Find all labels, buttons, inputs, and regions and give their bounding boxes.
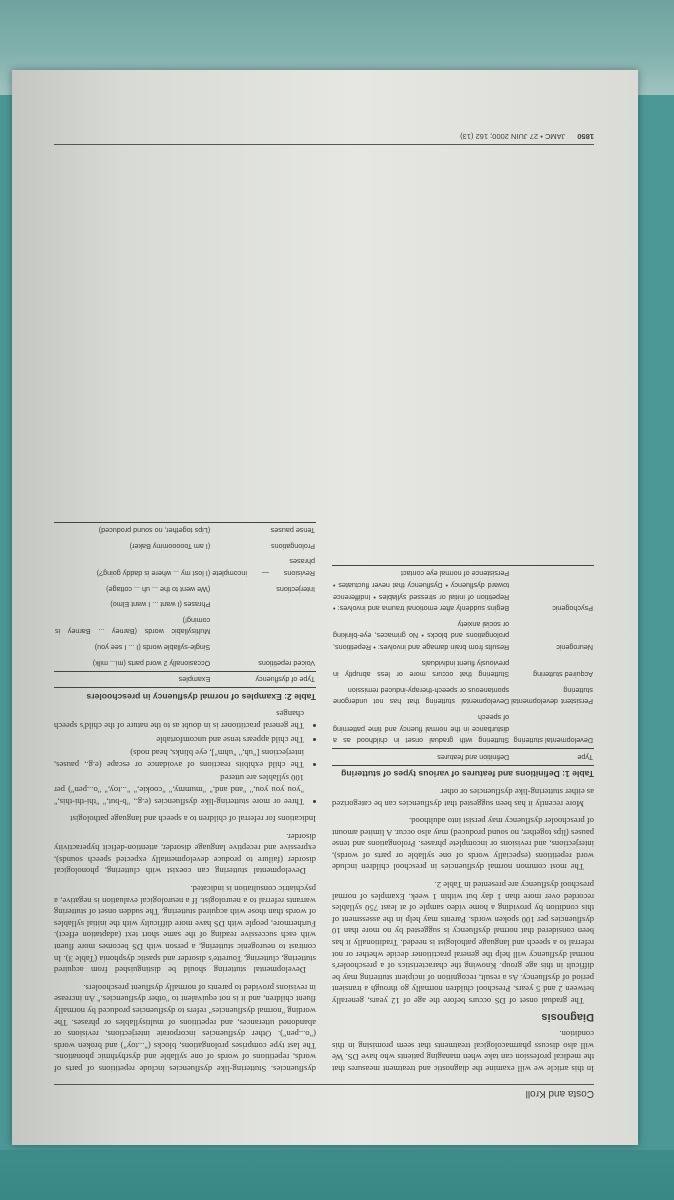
body-paragraph: The most common normal dysfluencies in preschool children include word repetitions (especially words of one syllable or parts of words), interjections, and revisions or incomplete phrases. Prolongations and tense pauses (lips together, no sound produced) may also occur. A limited amount of preschooler dysfluency may persist into adulthood. [332, 816, 594, 873]
table2-cell [211, 639, 316, 655]
table2-header: Type of dysfluency [211, 671, 316, 688]
table2-cell: Revisions — incomplete phrases [212, 557, 315, 579]
list-item: • The child appears tense and uncomfortable [54, 733, 304, 745]
table1-cell: Acquired stuttering [533, 670, 593, 680]
table2-cell: Voiced repetitions [258, 658, 315, 668]
table-row [332, 616, 594, 655]
table1-cell: Neurogenic [556, 643, 593, 652]
table1-cell: Stuttering that occurs more or less abruptly in previously fluent individuals [333, 658, 510, 680]
table1-header: Type [510, 749, 594, 766]
table2-cell: Occasionally 2 word parts (mi... milk) [92, 658, 211, 668]
table2-cell: Phrases (I want ... I want Elmo) [110, 600, 211, 610]
table2-cell: Multisyllabic words (Barney ... Barney is coming!) [55, 615, 211, 637]
body-paragraph: Developmental stuttering can coexist with cluttering, phonological disorder (failure to produce developmentally expected speech sounds), expressive and receptive language disorder, attention-deficit hyperactivity disorder. [54, 831, 316, 877]
table2-cell [211, 597, 316, 613]
table-surface-bottom [0, 1150, 674, 1200]
list-item: • Three or more stuttering-like dysfluencies (e.g., "b-but," "thi-thi-this," "you you you," "and and," "mummy," "cookie," "...toy," "o...pen") per 100 syllables are uttered [54, 772, 304, 807]
body-paragraph: Developmental stuttering should be distinguished from acquired stuttering, cluttering, Tourette's disorder and spastic dysphonia (Table 3). In contrast to neurogenic stuttering, a person with DS becomes more fluent with each successive reading of the same short text (adaptation effect). Furthermore, people with DS have more difficulty with the initial syllables of words than those with acquired stuttering. The sudden onset of stuttering warrants referral to a neurologist. If a neurological evaluation is negative, a psychiatric consultation is indicated. [54, 884, 316, 976]
table1-cell: Begins suddenly after emotional trauma and involves: • Repetition of initial or stressed syllables • Indifference toward dysfluency • Dysfluency that never fluctuates • Persistence of normal eye contact [332, 565, 510, 616]
table2-cell [211, 612, 316, 639]
table-row [54, 522, 316, 538]
table2 [54, 522, 316, 689]
page-footer [54, 132, 594, 145]
table2-header: Examples [54, 671, 211, 688]
table2-cell: (I am Tooooommy Baker) [129, 541, 211, 551]
table1-title: Table 1: Definitions and features of various types of stuttering [341, 769, 594, 780]
table-row [54, 581, 316, 597]
table1-cell: Results from brain damage and involves: • Repetitions, prolongations and blocks • No grimaces, eye-blinking or social anxiety [333, 619, 510, 652]
table-row [332, 565, 594, 616]
journal-citation: JAMC • 27 JUIN 2000; 162 (13) [460, 132, 566, 141]
table1-cell: Developmental stuttering that has not undergone spontaneous or speech-therapy-induced remission [333, 685, 510, 707]
table2-cell: (We went to the ... uh ... cottage) [106, 584, 211, 594]
table-row [54, 538, 316, 554]
list-item: • The child exhibits reactions of avoidance or escape (e.g., pauses, interjections ["uh," "uhm"], eye blinks, head nods) [54, 747, 304, 770]
table-row [332, 655, 594, 682]
table2-cell: Prolongations [271, 541, 315, 551]
body-paragraph: More recently it has been suggested that dysfluencies can be categorized as either stuttering-like dysfluencies or other [332, 786, 594, 809]
referral-list [54, 708, 316, 807]
running-head: Costa and Kroll [54, 1084, 594, 1099]
table1-cell: Persistent developmental stuttering [511, 685, 593, 707]
referral-list-intro: Indications for referral of children to a speech and language pathologist [70, 814, 316, 825]
table2-cell: (I lost my ... where is daddy going?) [96, 569, 211, 579]
table-row [54, 655, 316, 671]
table2-cell: Single-syllable words (I ... I see you) [94, 643, 211, 652]
table1 [332, 565, 594, 766]
table-row [54, 639, 316, 655]
photographed-page [12, 70, 638, 1145]
table2-cell: Interjections [276, 584, 315, 594]
section-heading: Diagnosis [541, 1010, 594, 1023]
page-number: 1850 [577, 132, 594, 141]
table-row [54, 597, 316, 613]
body-paragraph: dysfluencies. Stuttering-like dysfluencies include repetitions of parts of words, repetitions of words of one syllable and dysrhythmic phonations. The last type comprises prolongations, blocks ("...toy") and broken words ("o...pen"). Other dysfluencies incorporate interjections, revisions or abandoned utterances, and repetitions of multisyllables or phrases. The wording "normal dysfluencies" refers to dysfluencies produced by normally fluent children, and it is not equivalent to "other dysfluencies." An increase in revisions provided to parents of normally dysfluent preschoolers. [54, 982, 316, 1074]
upside-down-article [12, 70, 638, 1145]
table1-header: Definition and features [332, 749, 510, 766]
list-item: • The general practitioner is in doubt as to the nature of the child's speech changes [54, 708, 304, 731]
table2-cell: (Lips together, no sound produced) [54, 522, 211, 538]
table-row [332, 709, 594, 748]
table-row [54, 612, 316, 639]
body-paragraph: The gradual onset of DS occurs before the age of 12 years, generally between 2 and 5 years. Preschool children normally go through a transient period of dysfluency. As a result, recognition of incipient stuttering may be difficult in this age group. Knowing the characteristics of a preschooler's normal dysfluency will help the general practitioner decide whether or not referral to a speech and language pathologist is needed. Traditionally it has been considered that normal dysfluency is suggested by no more than 10 dysfluencies per 100 spoken words. Parents may help in the assessment of this condition by providing a home video sample of at least 750 syllables recorded over more than 1 day but within 1 week. Examples of normal preschool dysfluency are presented in Table 2. [332, 880, 594, 1007]
table-row [54, 554, 316, 581]
table1-cell: Psychogenic [510, 565, 594, 616]
left-column [332, 522, 594, 1074]
table1-cell: Stuttering with gradual onset in childhood as a disturbance in the normal fluency and time patterning of speech [333, 712, 510, 746]
table2-title: Table 2: Examples of normal dysfluency in preschoolers [86, 691, 316, 702]
right-column [54, 522, 316, 1074]
table2-cell: Tense pauses [211, 522, 316, 538]
table-row [332, 682, 594, 709]
intro-paragraph: In this article we will examine the diagnostic and treatment measures that the medical profession can take when managing patients who have DS. We will also discuss pharmacological treatments that seem promising in this condition. [332, 1029, 594, 1074]
table1-cell: Developmental stuttering [513, 736, 593, 746]
